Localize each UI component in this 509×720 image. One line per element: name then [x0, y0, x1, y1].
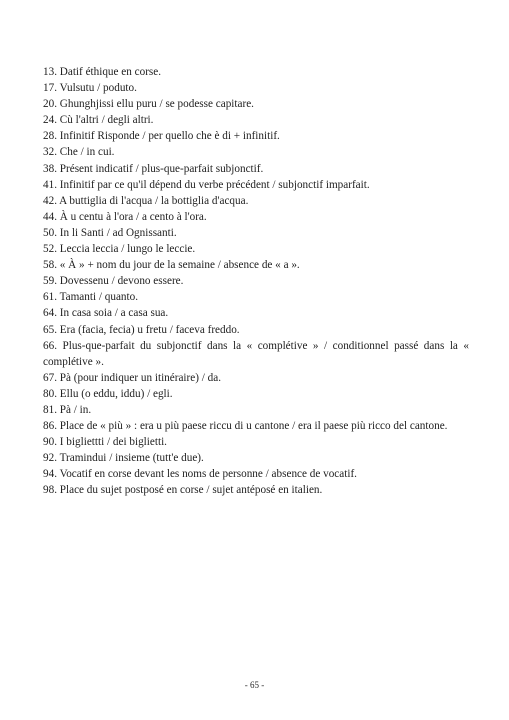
note-item: 59. Dovessenu / devono essere.	[43, 275, 184, 288]
note-item: 81. Pà / in.	[43, 403, 92, 416]
note-item: 24. Cù l'altri / degli altri.	[43, 114, 154, 127]
note-item: 38. Présent indicatif / plus-que-parfait subjonctif.	[43, 162, 264, 175]
note-item: 67. Pà (pour indiquer un itinéraire) / da.	[43, 371, 222, 384]
note-item: 98. Place du sujet postposé en corse / sujet antéposé en italien.	[43, 484, 323, 497]
note-item: 92. Tramindui / insieme (tutt'e due).	[43, 452, 204, 465]
note-item: 20. Ghunghjissi ellu puru / se podesse capitare.	[43, 98, 254, 111]
note-item: 65. Era (facia, fecia) u fretu / faceva freddo.	[43, 323, 240, 336]
note-item: 42. A buttiglia di l'acqua / la bottiglia d'acqua.	[43, 194, 249, 207]
note-item: 52. Leccia leccia / lungo le leccie.	[43, 243, 196, 256]
note-item: 17. Vulsutu / poduto.	[43, 82, 137, 95]
note-item: 58. « À » + nom du jour de la semaine / absence de « a ».	[43, 259, 300, 272]
note-item: 13. Datif éthique en corse.	[43, 66, 162, 78]
note-item: 80. Ellu (o eddu, iddu) / egli.	[43, 387, 173, 400]
note-item: 32. Che / in cui.	[43, 146, 115, 159]
note-item: 90. I bigliettti / dei biglietti.	[43, 436, 167, 449]
page-number: - 65 -	[244, 680, 265, 690]
note-item: 41. Infinitif par ce qu'il dépend du verbe précédent / subjonctif imparfait.	[43, 178, 370, 191]
note-item: 50. In li Santi / ad Ognissanti.	[43, 226, 177, 239]
note-item: 61. Tamanti / quanto.	[43, 291, 139, 304]
note-item: 44. À u centu à l'ora / a cento à l'ora.	[43, 210, 207, 223]
notes-list	[43, 64, 469, 499]
note-item: 64. In casa soia / a casa sua.	[43, 307, 169, 320]
note-item: 94. Vocatif en corse devant les noms de personne / absence de vocatif.	[43, 468, 357, 481]
note-item: 66. Plus-que-parfait du subjonctif dans la « complétive » / conditionnel passé dans la « complétive ».	[43, 339, 469, 368]
note-item: 86. Place de « più » : era u più paese riccu di u cantone / era il paese più ricco del cantone.	[43, 420, 448, 433]
note-item: 28. Infinitif Risponde / per quello che è di + infinitif.	[43, 130, 280, 143]
